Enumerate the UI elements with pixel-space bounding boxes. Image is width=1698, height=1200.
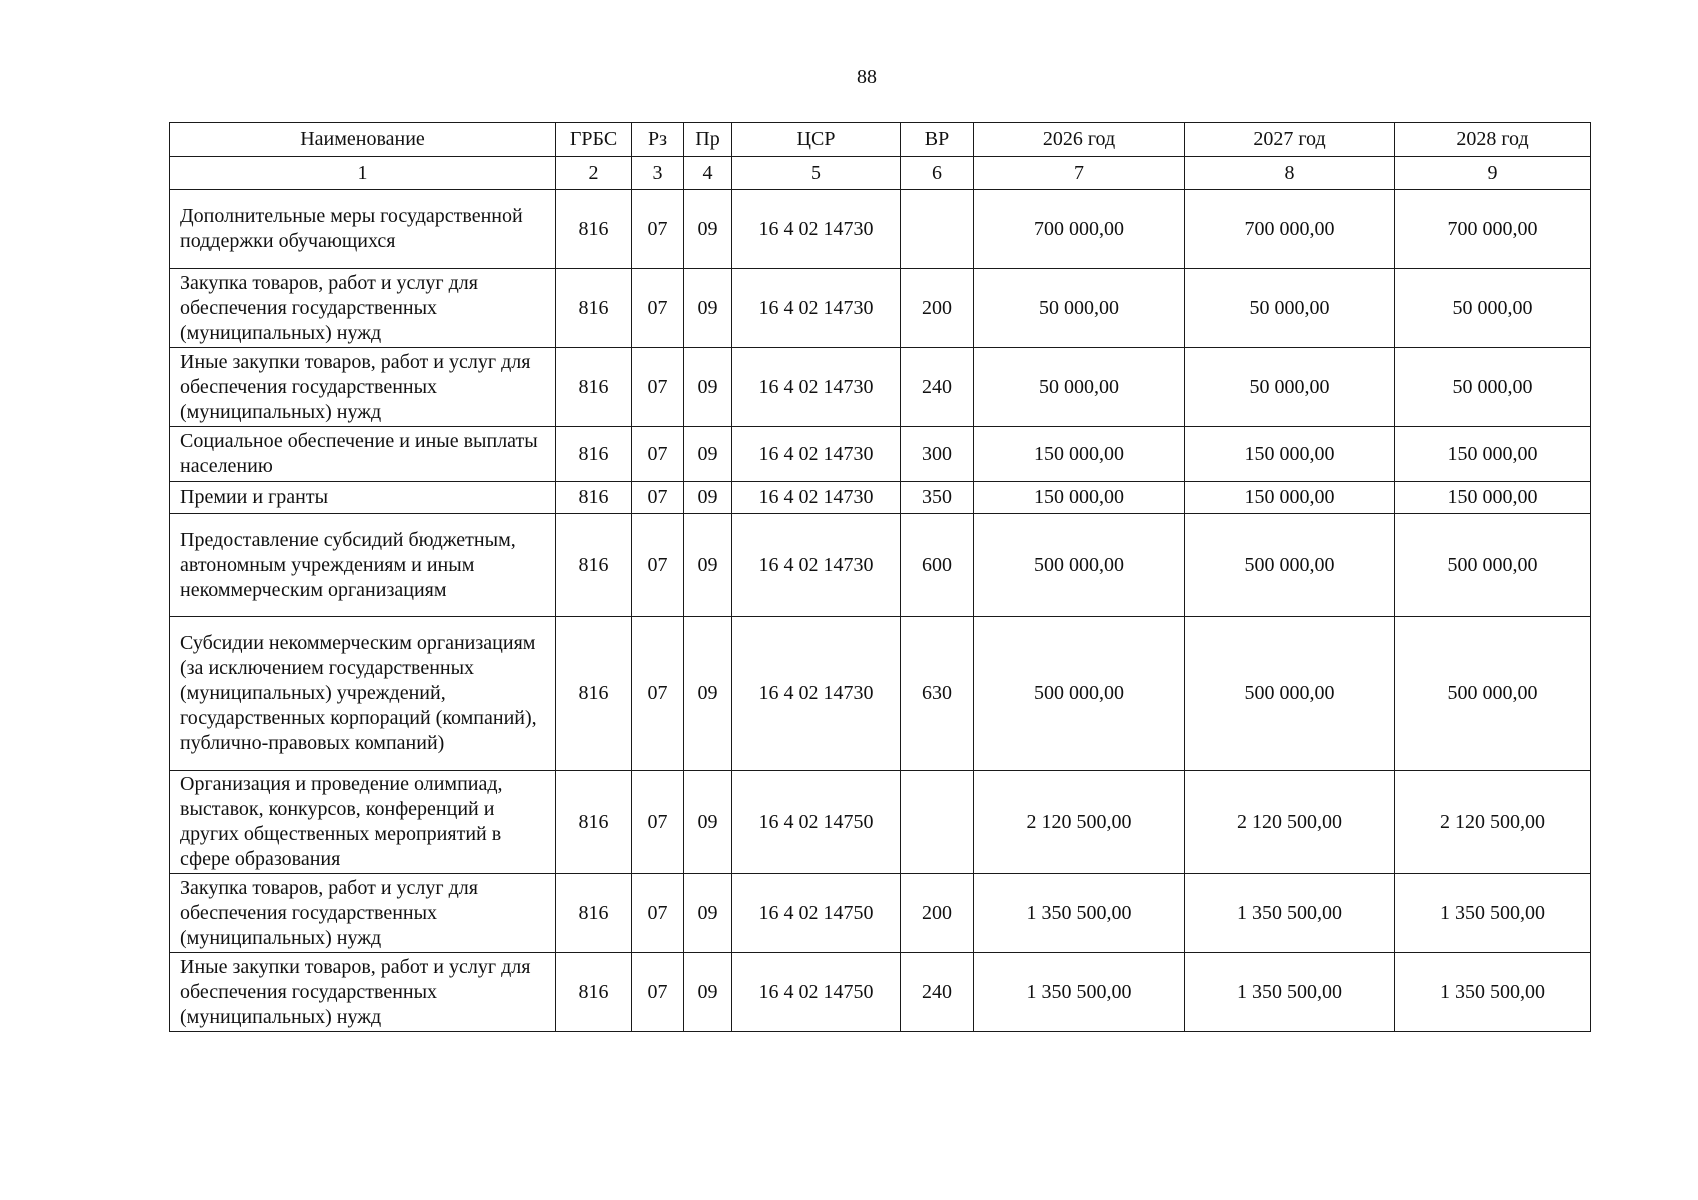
table-row — [170, 617, 1591, 771]
row-grbs: 816 — [556, 617, 632, 771]
header-name: Наименование — [170, 123, 556, 157]
header-pr: Пр — [684, 123, 732, 157]
header-2027: 2027 год — [1185, 123, 1395, 157]
header-rz: Рз — [632, 123, 684, 157]
row-grbs: 816 — [556, 771, 632, 874]
row-2027: 500 000,00 — [1185, 617, 1395, 771]
row-rz: 07 — [632, 190, 684, 269]
row-rz: 07 — [632, 348, 684, 427]
row-2026: 500 000,00 — [974, 617, 1185, 771]
header-2026: 2026 год — [974, 123, 1185, 157]
row-pr: 09 — [684, 874, 732, 953]
row-name: Организация и проведение олимпиад, выставок, конкурсов, конференций и других общественных мероприятий в сфере образования — [170, 771, 556, 874]
row-csr: 16 4 02 14730 — [732, 482, 901, 514]
page-number: 88 — [857, 66, 877, 88]
column-number: 4 — [684, 157, 732, 190]
row-name: Субсидии некоммерческим организациям (за исключением государственных (муниципальных) учреждений, государственных корпораций (компаний), публично-правовых компаний) — [170, 617, 556, 771]
row-grbs: 816 — [556, 427, 632, 482]
column-number: 9 — [1395, 157, 1591, 190]
row-rz: 07 — [632, 269, 684, 348]
row-2026: 1 350 500,00 — [974, 953, 1185, 1032]
column-number: 7 — [974, 157, 1185, 190]
row-csr: 16 4 02 14730 — [732, 190, 901, 269]
row-name: Социальное обеспечение и иные выплаты населению — [170, 427, 556, 482]
column-number: 1 — [170, 157, 556, 190]
row-pr: 09 — [684, 427, 732, 482]
row-rz: 07 — [632, 953, 684, 1032]
row-2028: 2 120 500,00 — [1395, 771, 1591, 874]
row-2028: 700 000,00 — [1395, 190, 1591, 269]
column-number: 5 — [732, 157, 901, 190]
row-2028: 150 000,00 — [1395, 482, 1591, 514]
table-row — [170, 953, 1591, 1032]
row-rz: 07 — [632, 771, 684, 874]
row-2026: 2 120 500,00 — [974, 771, 1185, 874]
row-2026: 150 000,00 — [974, 427, 1185, 482]
row-grbs: 816 — [556, 190, 632, 269]
row-vr — [901, 771, 974, 874]
table-row — [170, 514, 1591, 617]
row-2027: 2 120 500,00 — [1185, 771, 1395, 874]
row-2028: 150 000,00 — [1395, 427, 1591, 482]
row-grbs: 816 — [556, 874, 632, 953]
row-grbs: 816 — [556, 269, 632, 348]
row-grbs: 816 — [556, 514, 632, 617]
row-rz: 07 — [632, 874, 684, 953]
row-2026: 700 000,00 — [974, 190, 1185, 269]
row-2028: 50 000,00 — [1395, 348, 1591, 427]
row-2027: 1 350 500,00 — [1185, 874, 1395, 953]
column-number: 2 — [556, 157, 632, 190]
row-name: Закупка товаров, работ и услуг для обеспечения государственных (муниципальных) нужд — [170, 874, 556, 953]
row-2028: 500 000,00 — [1395, 514, 1591, 617]
row-2027: 1 350 500,00 — [1185, 953, 1395, 1032]
row-vr: 240 — [901, 953, 974, 1032]
row-vr: 240 — [901, 348, 974, 427]
table-row — [170, 348, 1591, 427]
table-row — [170, 874, 1591, 953]
row-2026: 500 000,00 — [974, 514, 1185, 617]
row-csr: 16 4 02 14730 — [732, 348, 901, 427]
row-vr: 200 — [901, 874, 974, 953]
row-csr: 16 4 02 14750 — [732, 771, 901, 874]
row-2027: 150 000,00 — [1185, 427, 1395, 482]
row-name: Иные закупки товаров, работ и услуг для обеспечения государственных (муниципальных) нужд — [170, 953, 556, 1032]
row-2026: 150 000,00 — [974, 482, 1185, 514]
row-2028: 50 000,00 — [1395, 269, 1591, 348]
row-csr: 16 4 02 14730 — [732, 617, 901, 771]
row-pr: 09 — [684, 617, 732, 771]
budget-table — [169, 122, 1591, 1032]
row-2026: 50 000,00 — [974, 348, 1185, 427]
header-vr: ВР — [901, 123, 974, 157]
row-rz: 07 — [632, 482, 684, 514]
row-csr: 16 4 02 14730 — [732, 269, 901, 348]
header-row — [170, 123, 1591, 157]
row-name: Предоставление субсидий бюджетным, автономным учреждениям и иным некоммерческим организациям — [170, 514, 556, 617]
row-pr: 09 — [684, 514, 732, 617]
row-pr: 09 — [684, 269, 732, 348]
row-grbs: 816 — [556, 348, 632, 427]
row-2028: 1 350 500,00 — [1395, 874, 1591, 953]
row-csr: 16 4 02 14750 — [732, 953, 901, 1032]
row-vr: 350 — [901, 482, 974, 514]
column-number: 3 — [632, 157, 684, 190]
row-csr: 16 4 02 14730 — [732, 427, 901, 482]
row-csr: 16 4 02 14730 — [732, 514, 901, 617]
row-2028: 500 000,00 — [1395, 617, 1591, 771]
header-csr: ЦСР — [732, 123, 901, 157]
row-vr: 300 — [901, 427, 974, 482]
row-grbs: 816 — [556, 482, 632, 514]
row-grbs: 816 — [556, 953, 632, 1032]
row-vr: 630 — [901, 617, 974, 771]
row-name: Премии и гранты — [170, 482, 556, 514]
table-row — [170, 771, 1591, 874]
row-name: Закупка товаров, работ и услуг для обеспечения государственных (муниципальных) нужд — [170, 269, 556, 348]
row-pr: 09 — [684, 482, 732, 514]
row-rz: 07 — [632, 514, 684, 617]
row-rz: 07 — [632, 427, 684, 482]
table-row — [170, 190, 1591, 269]
table-row — [170, 427, 1591, 482]
row-vr: 200 — [901, 269, 974, 348]
row-2027: 50 000,00 — [1185, 348, 1395, 427]
column-number: 6 — [901, 157, 974, 190]
row-name: Дополнительные меры государственной поддержки обучающихся — [170, 190, 556, 269]
row-pr: 09 — [684, 348, 732, 427]
row-pr: 09 — [684, 771, 732, 874]
row-2027: 500 000,00 — [1185, 514, 1395, 617]
row-pr: 09 — [684, 190, 732, 269]
row-2026: 1 350 500,00 — [974, 874, 1185, 953]
row-pr: 09 — [684, 953, 732, 1032]
row-2027: 700 000,00 — [1185, 190, 1395, 269]
row-vr — [901, 190, 974, 269]
row-rz: 07 — [632, 617, 684, 771]
row-2027: 50 000,00 — [1185, 269, 1395, 348]
column-number: 8 — [1185, 157, 1395, 190]
row-2027: 150 000,00 — [1185, 482, 1395, 514]
row-name: Иные закупки товаров, работ и услуг для обеспечения государственных (муниципальных) нужд — [170, 348, 556, 427]
column-number-row — [170, 157, 1591, 190]
table-row — [170, 482, 1591, 514]
header-2028: 2028 год — [1395, 123, 1591, 157]
row-2028: 1 350 500,00 — [1395, 953, 1591, 1032]
table-row — [170, 269, 1591, 348]
row-2026: 50 000,00 — [974, 269, 1185, 348]
row-vr: 600 — [901, 514, 974, 617]
row-csr: 16 4 02 14750 — [732, 874, 901, 953]
header-grbs: ГРБС — [556, 123, 632, 157]
